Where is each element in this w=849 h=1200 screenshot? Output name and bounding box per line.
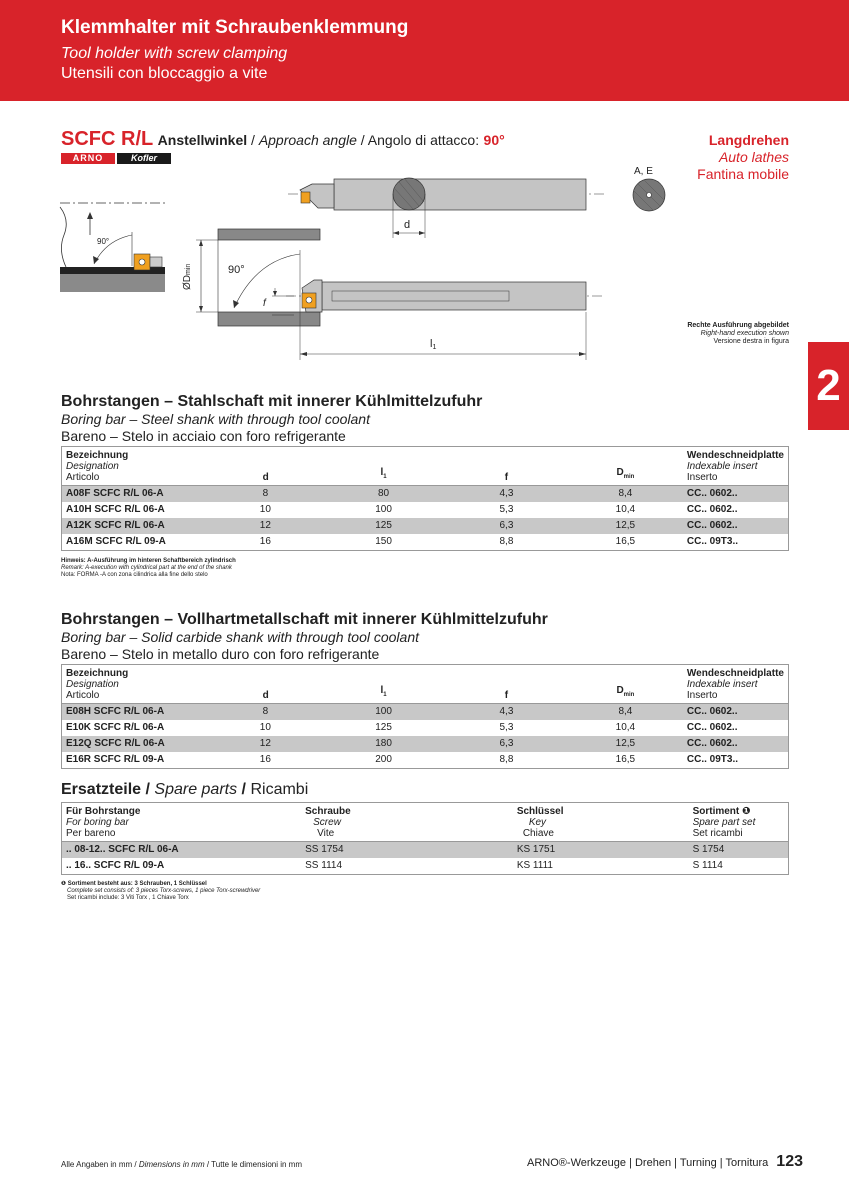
info-icon: ❶ [61,881,67,887]
page-footer [61,1153,803,1173]
dim-d-label: d [404,219,411,231]
col-insert: Wendeschneidplatte Indexable insert Inserto [686,668,784,701]
section-ae-label: A, E [634,166,653,177]
header-title-it: Utensili con bloccaggio a vite [61,65,268,82]
technical-drawing [56,160,796,360]
col-key: Schlüssel Key Chiave [516,806,564,839]
col-dmin: $D_{min}$ [616,467,635,480]
steel-title-en: Boring bar – Steel shank with through tool coolant [61,411,370,427]
col-spare-set: Sortiment ❶ Spare part set Set ricambi [692,806,756,839]
product-title: SCFC R/L Anstellwinkel / Approach angle / Angolo di attacco: 90° [61,128,505,150]
table-row[interactable]: E10K SCFC R/L 06-A 10 125 5,3 10,4 CC.. 0602.. [66,722,738,733]
spare-parts-section [61,780,789,875]
col-l1: $l_1$ [380,685,387,698]
col-d: d [262,472,269,483]
spare-remark-it: Set ricambi include: 3 Viti Torx , 1 Chiave Torx [67,895,189,901]
page-number: 123 [776,1153,803,1170]
page-header [0,0,849,101]
dim-f-label: f [263,298,266,309]
steel-remark-de: Hinweis: A-Ausführung im hinteren Schaftbereich zylindrisch [61,558,236,564]
col-for-boring-bar: Für Bohrstange For boring bar Per bareno [66,806,141,839]
approach-angle-de: Anstellwinkel [157,132,248,148]
figure-note [687,322,789,346]
angle-label-large: 90° [228,264,245,276]
steel-remark-en: Remark: A-execution with cylindrical part at the end of the shank [61,565,232,571]
carbide-title-de: Bohrstangen – Vollhartmetallschaft mit innerer Kühlmittelzufuhr [61,611,548,628]
table-header-row [62,803,789,842]
footer-dimensions-note: Alle Angaben in mm / Dimensions in mm / Tutte le dimensioni in mm [61,1160,303,1169]
carbide-shank-table [61,664,789,769]
steel-shank-section [61,392,789,551]
table-row[interactable]: E08H SCFC R/L 06-A 8 100 4,3 8,4 CC.. 0602.. [62,704,789,721]
col-insert: Wendeschneidplatte Indexable insert Inserto [686,450,784,483]
spare-remark [61,881,260,902]
col-d: d [262,690,269,701]
application-it: Fantina mobile [697,166,789,182]
col-screw: Schraube Screw Vite [305,806,351,839]
table-row[interactable]: A10H SCFC R/L 06-A 10 100 5,3 10,4 CC.. 0602.. [66,504,738,515]
figure-note-de: Rechte Ausführung abgebildet [687,322,789,329]
approach-angle-it: Angolo di attacco: [367,132,480,148]
col-f: f [504,472,509,483]
steel-remark-it: Nota: FORMA -A con zona cilindrica alla fine dello stelo [61,572,208,578]
steel-remark [61,558,236,579]
spare-remark-en: Complete set consists of: 3 pieces Torx-screws, 1 piece Torx-screwdriver [67,888,261,894]
approach-angle-value: 90° [483,132,505,148]
spare-title: Ersatzteile / Spare parts / Ricambi [61,781,309,798]
kofler-logo: Kofler [117,153,171,164]
carbide-title-en: Boring bar – Solid carbide shank with through tool coolant [61,629,419,645]
table-row[interactable]: A08F SCFC R/L 06-A 8 80 4,3 8,4 CC.. 0602.. [62,486,789,503]
table-row[interactable]: .. 16.. SCFC R/L 09-A SS 1114 KS 1111 S 1114 [66,860,723,871]
approach-angle-en: Approach angle [258,132,357,148]
footer-breadcrumb: ARNO®-Werkzeuge | Drehen | Turning | Tornitura 123 [527,1153,803,1170]
header-title-en: Tool holder with screw clamping [61,45,288,62]
col-designation: Bezeichnung Designation Articolo [66,450,129,483]
figure-note-it: Versione destra in figura [713,338,789,345]
figure-note-en: Right-hand execution shown [700,330,789,337]
col-l1: $l_1$ [380,467,387,480]
table-row[interactable]: A12K SCFC R/L 06-A 12 125 6,3 12,5 CC.. 0602.. [62,518,789,534]
angle-label-small: 90° [97,237,110,246]
dim-dmin-label: ØDmin [182,263,193,290]
table-row[interactable]: E12Q SCFC R/L 06-A 12 180 6,3 12,5 CC.. 0602.. [62,736,789,752]
table-row[interactable]: E16R SCFC R/L 09-A 16 200 8,8 16,5 CC.. 09T3.. [66,754,739,765]
spare-parts-table [61,802,789,875]
table-row[interactable]: A16M SCFC R/L 09-A 16 150 8,8 16,5 CC.. 09T3.. [66,536,739,547]
carbide-shank-section [61,610,789,769]
info-icon: ❶ [742,806,751,817]
table-row[interactable]: .. 08-12.. SCFC R/L 06-A SS 1754 KS 1751 S 1754 [62,842,789,859]
table-header-row [62,665,789,704]
dim-l1-label: l1 [430,338,437,351]
table-header-row [62,447,789,486]
carbide-title-it: Bareno – Stelo in metallo duro con foro refrigerante [61,646,380,662]
application-de: Langdrehen [708,132,789,148]
chapter-tab[interactable]: 2 [808,342,849,430]
col-f: f [504,690,509,701]
steel-title-it: Bareno – Stelo in acciaio con foro refrigerante [61,428,346,444]
steel-title-de: Bohrstangen – Stahlschaft mit innerer Kühlmittelzufuhr [61,393,483,410]
col-designation: Bezeichnung Designation Articolo [66,668,129,701]
steel-shank-table [61,446,789,551]
product-code: SCFC R/L [61,128,154,150]
arno-logo: ARNO [61,153,115,164]
header-title-de: Klemmhalter mit Schraubenklemmung [61,17,409,38]
application-en: Auto lathes [718,149,789,165]
col-dmin: $D_{min}$ [616,685,635,698]
spare-remark-de: ❶ Sortiment besteht aus: 3 Schrauben, 1 Schlüssel [61,881,207,887]
